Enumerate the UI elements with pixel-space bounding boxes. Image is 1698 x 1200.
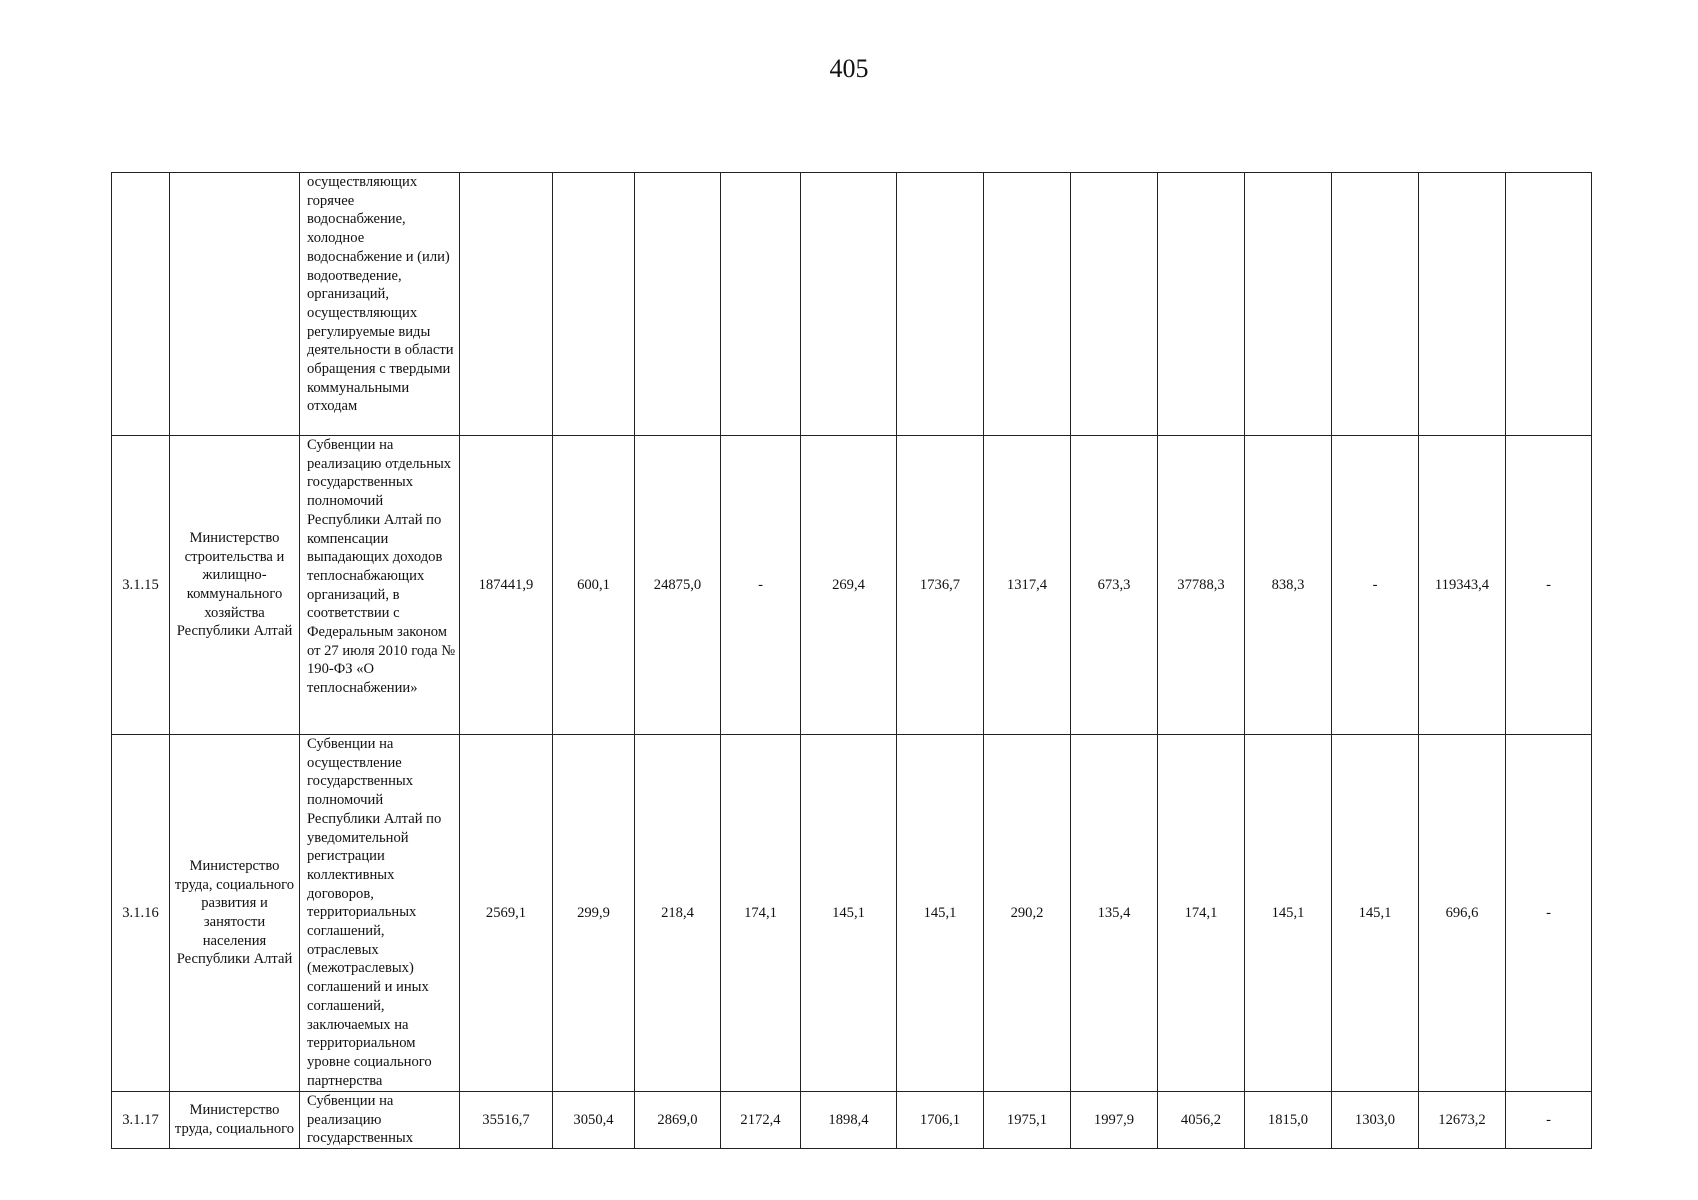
- responsible-org-cell: Министерство труда, социального: [170, 1092, 300, 1149]
- value-cell: 600,1: [553, 436, 635, 735]
- value-cell: [1332, 173, 1419, 436]
- value-cell: [801, 173, 897, 436]
- value-cell: [1419, 173, 1506, 436]
- row-number-cell: 3.1.16: [112, 735, 170, 1092]
- value-cell: 218,4: [635, 735, 721, 1092]
- row-number-cell: 3.1.17: [112, 1092, 170, 1149]
- value-cell: 37788,3: [1158, 436, 1245, 735]
- value-cell: 4056,2: [1158, 1092, 1245, 1149]
- responsible-org-cell: Министерство строительства и жилищно-коммунального хозяйства Республики Алтай: [170, 436, 300, 735]
- value-cell: 12673,2: [1419, 1092, 1506, 1149]
- value-cell: [1071, 173, 1158, 436]
- value-cell: 1736,7: [897, 436, 984, 735]
- value-cell: -: [1332, 436, 1419, 735]
- value-cell: -: [1506, 436, 1592, 735]
- table-row: [112, 436, 1592, 735]
- value-cell: 1997,9: [1071, 1092, 1158, 1149]
- value-cell: 1815,0: [1245, 1092, 1332, 1149]
- value-cell: [553, 173, 635, 436]
- value-cell: 187441,9: [460, 436, 553, 735]
- value-cell: 269,4: [801, 436, 897, 735]
- description-cell: Субвенции на осуществление государственных полномочий Республики Алтай по уведомительной регистрации коллективных договоров, территориальных соглашений, отраслевых (межотраслевых) соглашений и иных соглашений, заключаемых на территориальном уровне социального партнерства: [300, 735, 460, 1092]
- value-cell: 1898,4: [801, 1092, 897, 1149]
- value-cell: 174,1: [1158, 735, 1245, 1092]
- value-cell: 145,1: [1332, 735, 1419, 1092]
- value-cell: 673,3: [1071, 436, 1158, 735]
- value-cell: [1245, 173, 1332, 436]
- value-cell: 145,1: [1245, 735, 1332, 1092]
- value-cell: 2569,1: [460, 735, 553, 1092]
- value-cell: 145,1: [897, 735, 984, 1092]
- description-cell: Субвенции на реализацию государственных: [300, 1092, 460, 1149]
- value-cell: 35516,7: [460, 1092, 553, 1149]
- value-cell: -: [1506, 735, 1592, 1092]
- value-cell: 135,4: [1071, 735, 1158, 1092]
- value-cell: 2172,4: [721, 1092, 801, 1149]
- value-cell: 696,6: [1419, 735, 1506, 1092]
- value-cell: [897, 173, 984, 436]
- description-cell: осуществляющих горячее водоснабжение, холодное водоснабжение и (или) водоотведение, организаций, осуществляющих регулируемые виды деятельности в области обращения с твердыми коммунальными отходам: [300, 173, 460, 436]
- value-cell: 145,1: [801, 735, 897, 1092]
- value-cell: 1303,0: [1332, 1092, 1419, 1149]
- value-cell: 1706,1: [897, 1092, 984, 1149]
- value-cell: [1506, 173, 1592, 436]
- value-cell: 24875,0: [635, 436, 721, 735]
- budget-table: [111, 172, 1592, 1149]
- value-cell: [721, 173, 801, 436]
- value-cell: [984, 173, 1071, 436]
- table-row: [112, 173, 1592, 436]
- value-cell: [460, 173, 553, 436]
- row-number-cell: [112, 173, 170, 436]
- value-cell: 838,3: [1245, 436, 1332, 735]
- table-row: [112, 1092, 1592, 1149]
- responsible-org-cell: Министерство труда, социального развития и занятости населения Республики Алтай: [170, 735, 300, 1092]
- table-row: [112, 735, 1592, 1092]
- value-cell: 119343,4: [1419, 436, 1506, 735]
- value-cell: 1317,4: [984, 436, 1071, 735]
- value-cell: [1158, 173, 1245, 436]
- value-cell: 3050,4: [553, 1092, 635, 1149]
- value-cell: 2869,0: [635, 1092, 721, 1149]
- value-cell: 1975,1: [984, 1092, 1071, 1149]
- row-number-cell: 3.1.15: [112, 436, 170, 735]
- description-cell: Субвенции на реализацию отдельных государственных полномочий Республики Алтай по компенсации выпадающих доходов теплоснабжающих организаций, в соответствии с Федеральным законом от 27 июля 2010 года № 190-ФЗ «О теплоснабжении»: [300, 436, 460, 735]
- value-cell: 174,1: [721, 735, 801, 1092]
- value-cell: -: [1506, 1092, 1592, 1149]
- value-cell: [635, 173, 721, 436]
- value-cell: 299,9: [553, 735, 635, 1092]
- value-cell: 290,2: [984, 735, 1071, 1092]
- responsible-org-cell: [170, 173, 300, 436]
- value-cell: -: [721, 436, 801, 735]
- page-number: 405: [829, 54, 869, 83]
